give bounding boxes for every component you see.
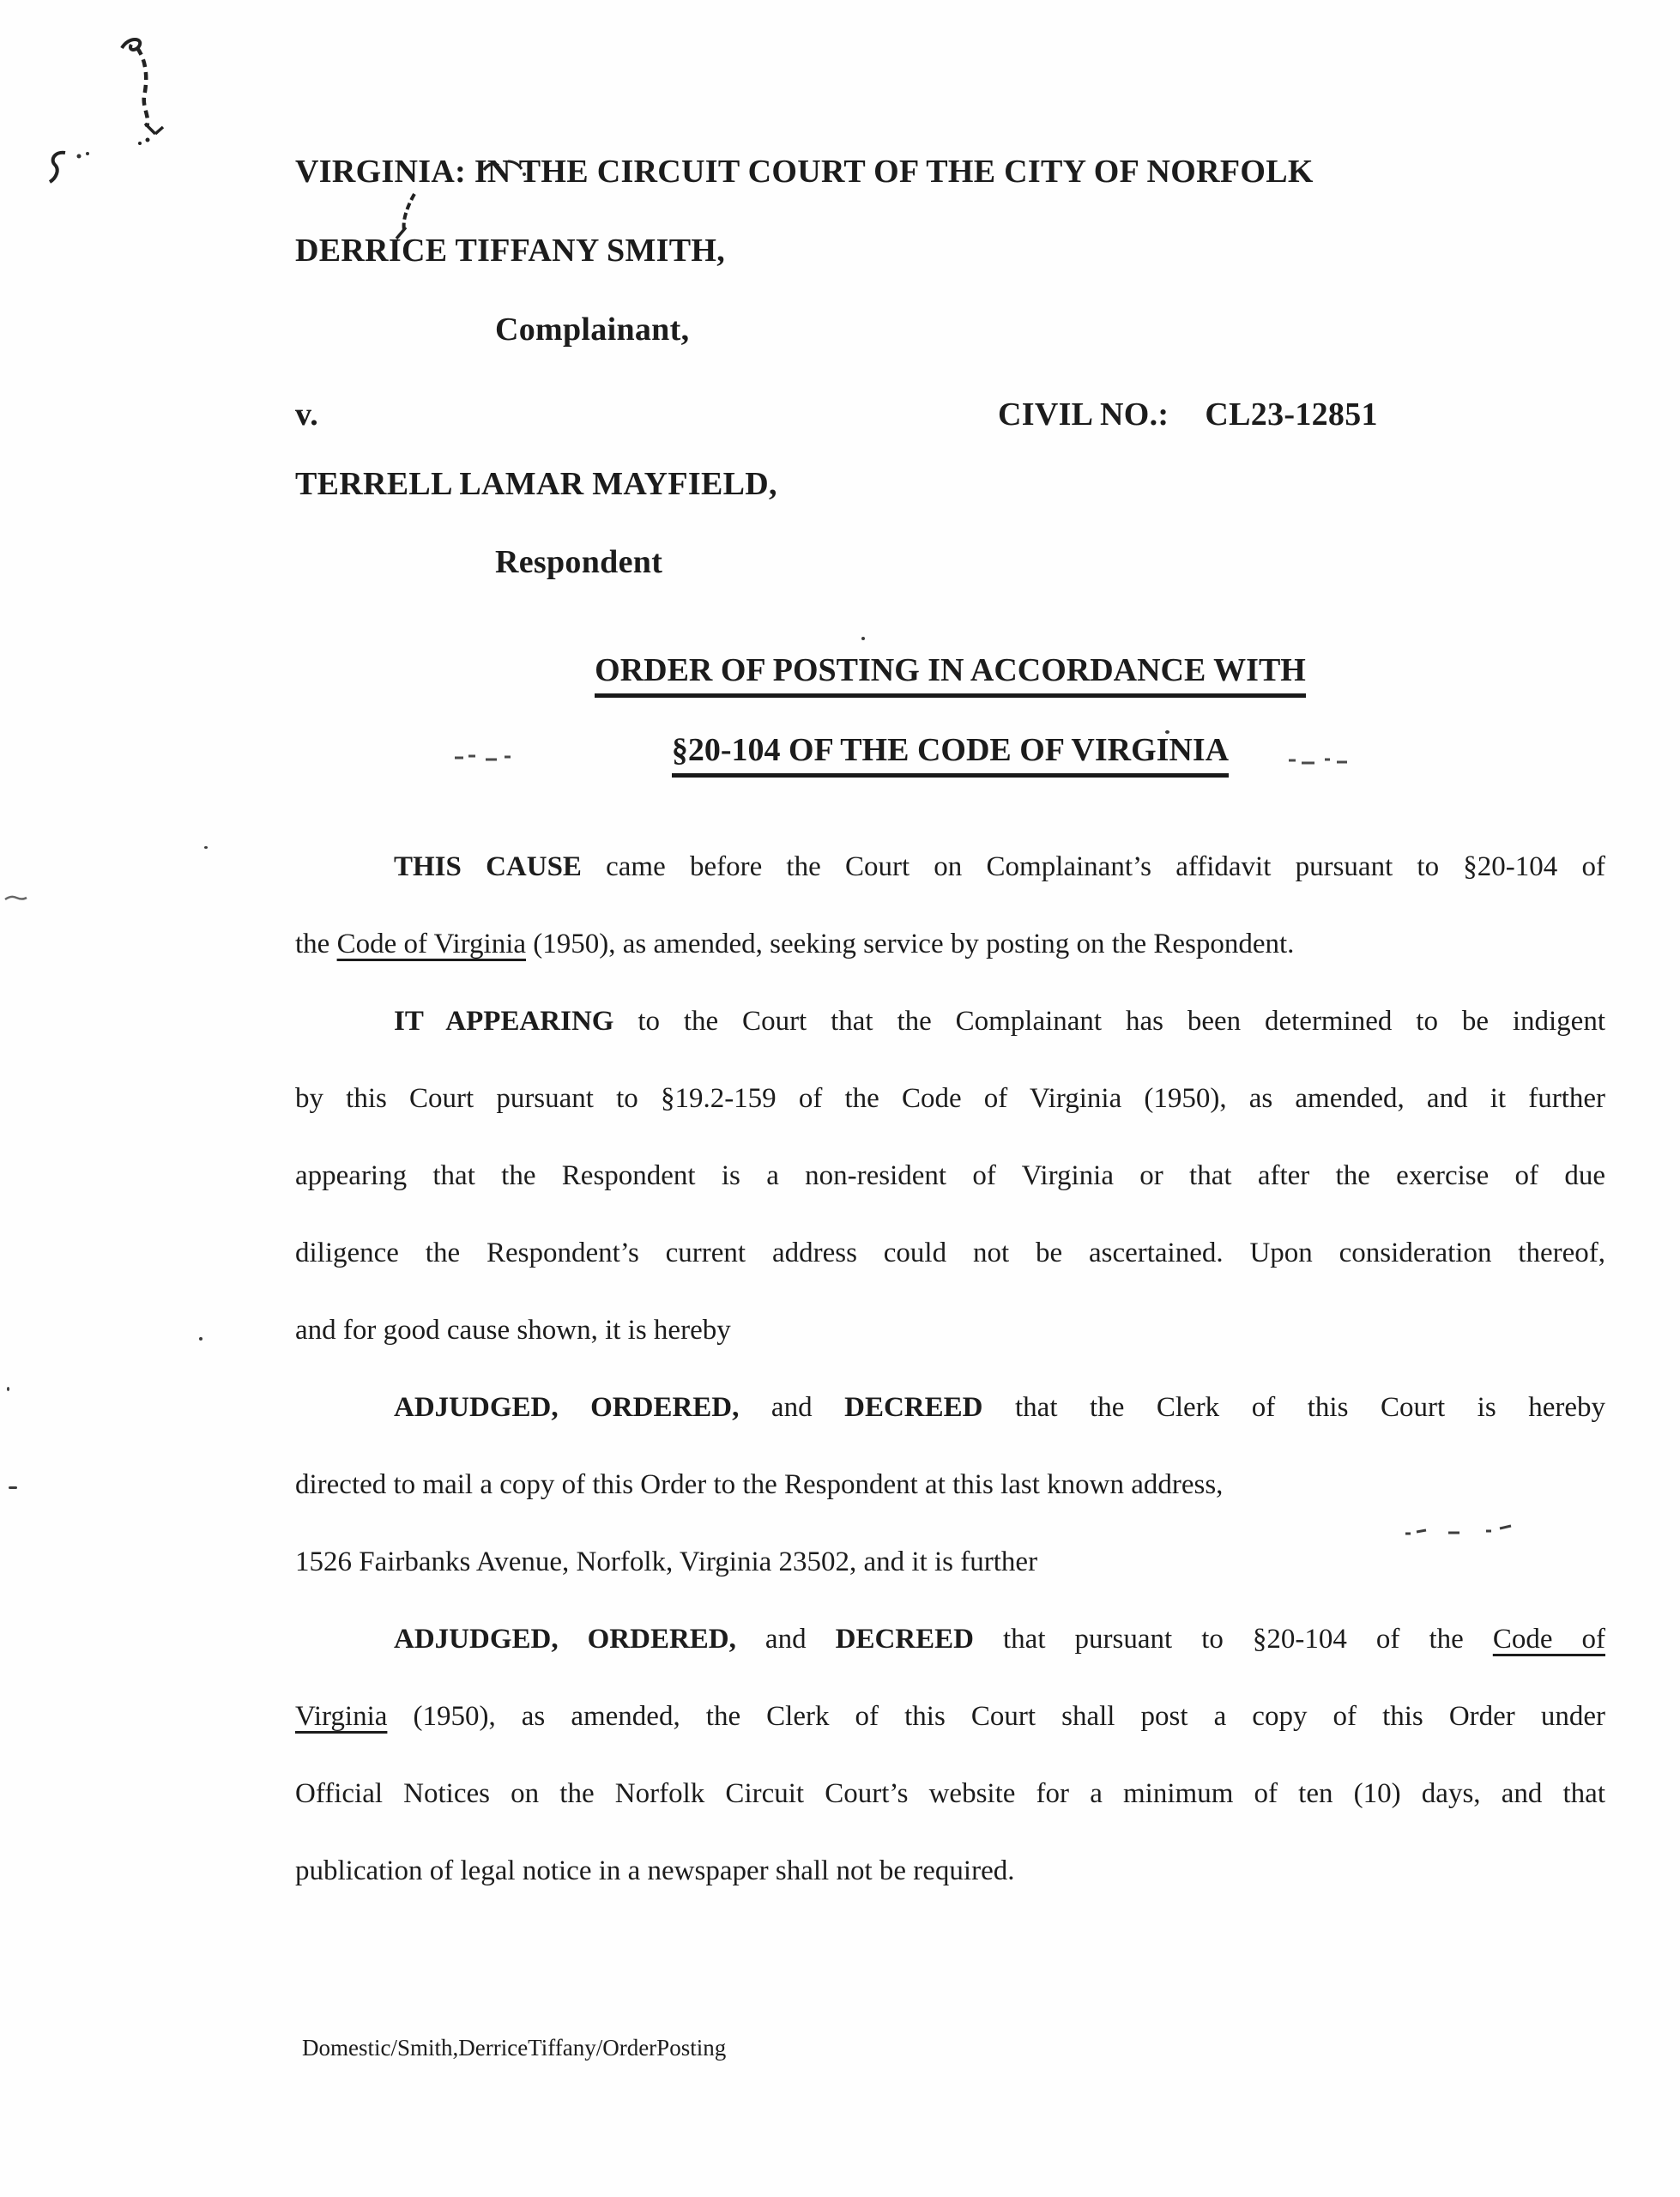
lead-in-bold: DECREED: [835, 1624, 974, 1655]
body-line: Official Notices on the Norfolk Circuit Court’s website for a minimum of ten (10) days, and that: [295, 1778, 1605, 1809]
code-of-virginia-cite: Code of: [1492, 1624, 1605, 1655]
body-line: by this Court pursuant to §19.2-159 of the Code of Virginia (1950), as amended, and it further: [295, 1083, 1605, 1114]
body-line: diligence the Respondent’s current address could not be ascertained. Upon consideration thereof,: [295, 1238, 1605, 1268]
line-text: that pursuant to §20-104 of the: [973, 1624, 1493, 1655]
line-text: (1950), as amended, the Clerk of this Court shall post a copy of this Order under: [387, 1701, 1605, 1732]
body-line: and for good cause shown, it is hereby: [295, 1315, 731, 1346]
file-reference: Domestic/Smith,DerriceTiffany/OrderPosting: [302, 2035, 727, 2061]
scan-speck: [204, 846, 208, 849]
versus-label: v.: [295, 396, 319, 433]
body-line: appearing that the Respondent is a non-resident of Virginia or that after the exercise of due: [295, 1160, 1605, 1191]
scan-artifact-margin-wave: [3, 893, 29, 905]
civil-number-value: CL23-12851: [1205, 396, 1378, 433]
body-line: directed to mail a copy of this Order to the Respondent at this last known address,: [295, 1469, 1224, 1500]
code-of-virginia-cite: Virginia: [295, 1701, 388, 1732]
body-line: [295, 828, 1605, 905]
line-text: and: [735, 1624, 836, 1655]
line-text: came before the Court on Complainant’s affidavit pursuant to §20-104 of: [581, 851, 1605, 882]
scan-artifact-scratch: [110, 34, 182, 148]
line-text: to the Court that the Complainant has been determined to be indigent: [613, 1006, 1605, 1037]
body-line: publication of legal notice in a newspaper shall not be required.: [295, 1855, 1015, 1886]
scan-speck: [861, 637, 865, 640]
scan-speck: [7, 1387, 9, 1391]
lead-in-bold: ADJUDGED, ORDERED,: [394, 1624, 736, 1655]
lead-in-bold: ADJUDGED, ORDERED,: [394, 1392, 740, 1423]
civil-number-label: CIVIL NO.:: [998, 396, 1169, 433]
order-title-text: ORDER OF POSTING IN ACCORDANCE WITH: [595, 652, 1306, 698]
complainant-role-label: Complainant,: [495, 312, 690, 348]
order-title-line-2: [295, 731, 1605, 769]
scan-speck: [9, 1486, 17, 1489]
scan-speck: [199, 1337, 202, 1341]
civil-number-row: [998, 396, 1378, 433]
scan-artifact-squiggle: [45, 146, 105, 192]
line-text: and: [739, 1392, 845, 1423]
body-line: [295, 983, 1605, 1060]
body-line: [295, 1601, 1605, 1678]
body-line: [295, 905, 1605, 983]
respondent-role-label: Respondent: [495, 544, 663, 580]
line-text: (1950), as amended, seeking service by posting on the Respondent.: [526, 929, 1295, 959]
order-body: [295, 828, 1605, 1910]
lead-in-bold: DECREED: [844, 1392, 983, 1423]
code-of-virginia-cite: Code of Virginia: [336, 929, 527, 959]
complainant-name: DERRICE TIFFANY SMITH,: [295, 233, 726, 269]
order-title-line-1: [295, 651, 1605, 689]
court-header: VIRGINIA: IN THE CIRCUIT COURT OF THE CITY OF NORFOLK: [295, 154, 1314, 190]
lead-in-bold: THIS CAUSE: [394, 851, 582, 882]
order-title-statute: §20-104 OF THE CODE OF VIRGINIA: [672, 732, 1229, 778]
lead-in-bold: IT APPEARING: [394, 1006, 614, 1037]
body-line: [295, 1678, 1605, 1755]
respondent-name: TERRELL LAMAR MAYFIELD,: [295, 466, 777, 502]
body-line: [295, 1369, 1605, 1446]
line-text: that the Clerk of this Court is hereby: [982, 1392, 1605, 1423]
line-text: the: [295, 929, 337, 959]
body-line: 1526 Fairbanks Avenue, Norfolk, Virginia 23502, and it is further: [295, 1546, 1038, 1577]
